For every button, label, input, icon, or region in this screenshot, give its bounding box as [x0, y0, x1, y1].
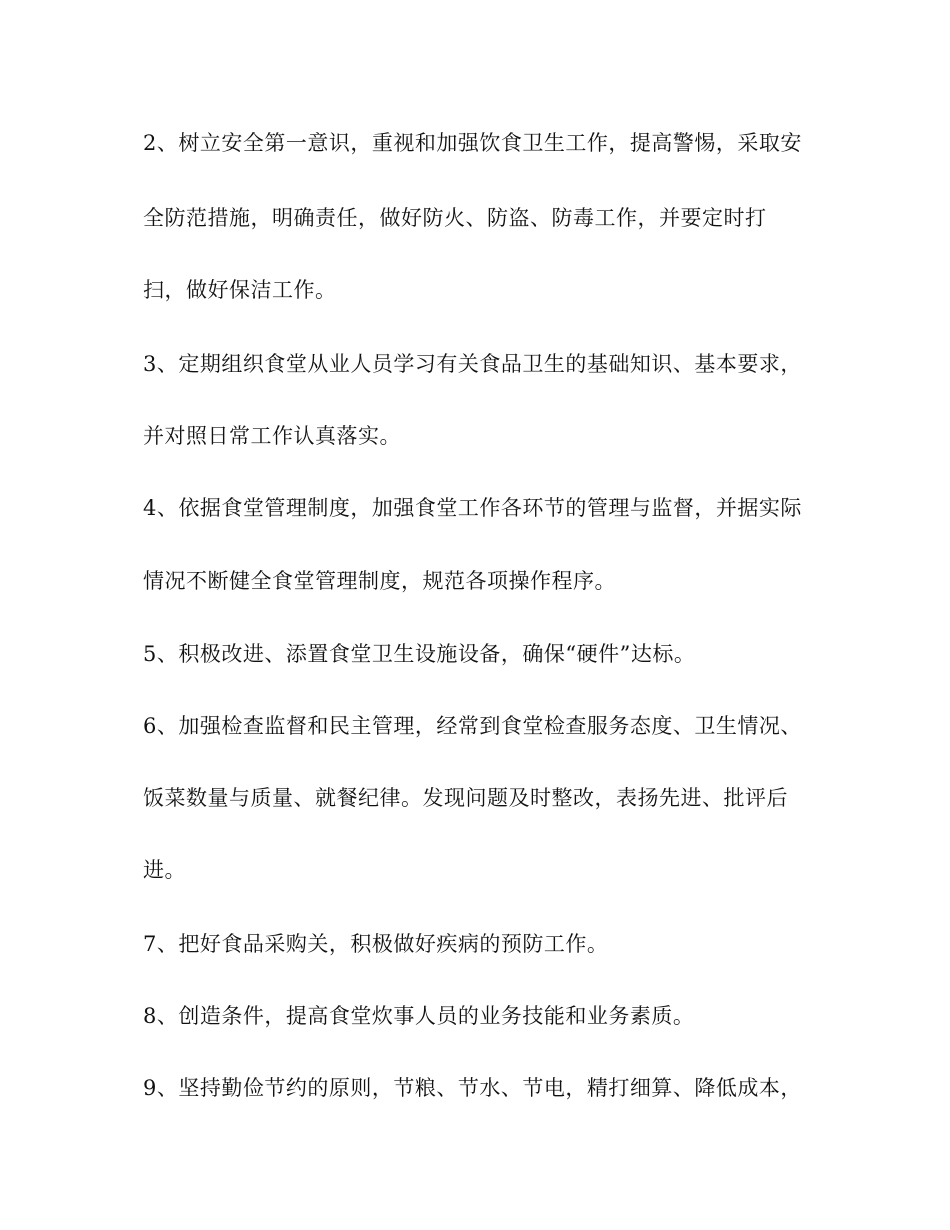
paragraph-line: 扫，做好保洁工作。 [143, 278, 337, 302]
paragraph-line: 7、把好食品采购关，积极做好疾病的预防工作。 [143, 932, 609, 956]
paragraph-line: 情况不断健全食堂管理制度，规范各项操作程序。 [143, 569, 616, 593]
paragraph-line: 6、加强检查监督和民主管理，经常到食堂检查服务态度、卫生情况、 [143, 714, 802, 738]
paragraph-line: 2、树立安全第一意识，重视和加强饮食卫生工作，提高警惕，采取安 [143, 131, 802, 155]
paragraph-line: 全防范措施，明确责任，做好防火、防盗、防毒工作，并要定时打 [143, 206, 767, 230]
paragraph-line: 进。 [143, 858, 186, 882]
paragraph-line: 8、创造条件，提高食堂炊事人员的业务技能和业务素质。 [143, 1004, 695, 1028]
paragraph-line: 并对照日常工作认真落实。 [143, 424, 401, 448]
paragraph-line: 5、积极改进、添置食堂卫生设施设备，确保“硬件”达标。 [143, 642, 696, 666]
paragraph-line: 3、定期组织食堂从业人员学习有关食品卫生的基础知识、基本要求， [143, 352, 802, 376]
paragraph-line: 4、依据食堂管理制度，加强食堂工作各环节的管理与监督，并据实际 [143, 496, 802, 520]
paragraph-line: 饭菜数量与质量、就餐纪律。发现问题及时整改，表扬先进、批评后 [143, 786, 788, 810]
paragraph-line: 9、坚持勤俭节约的原则，节粮、节水、节电，精打细算、降低成本， [143, 1076, 802, 1100]
